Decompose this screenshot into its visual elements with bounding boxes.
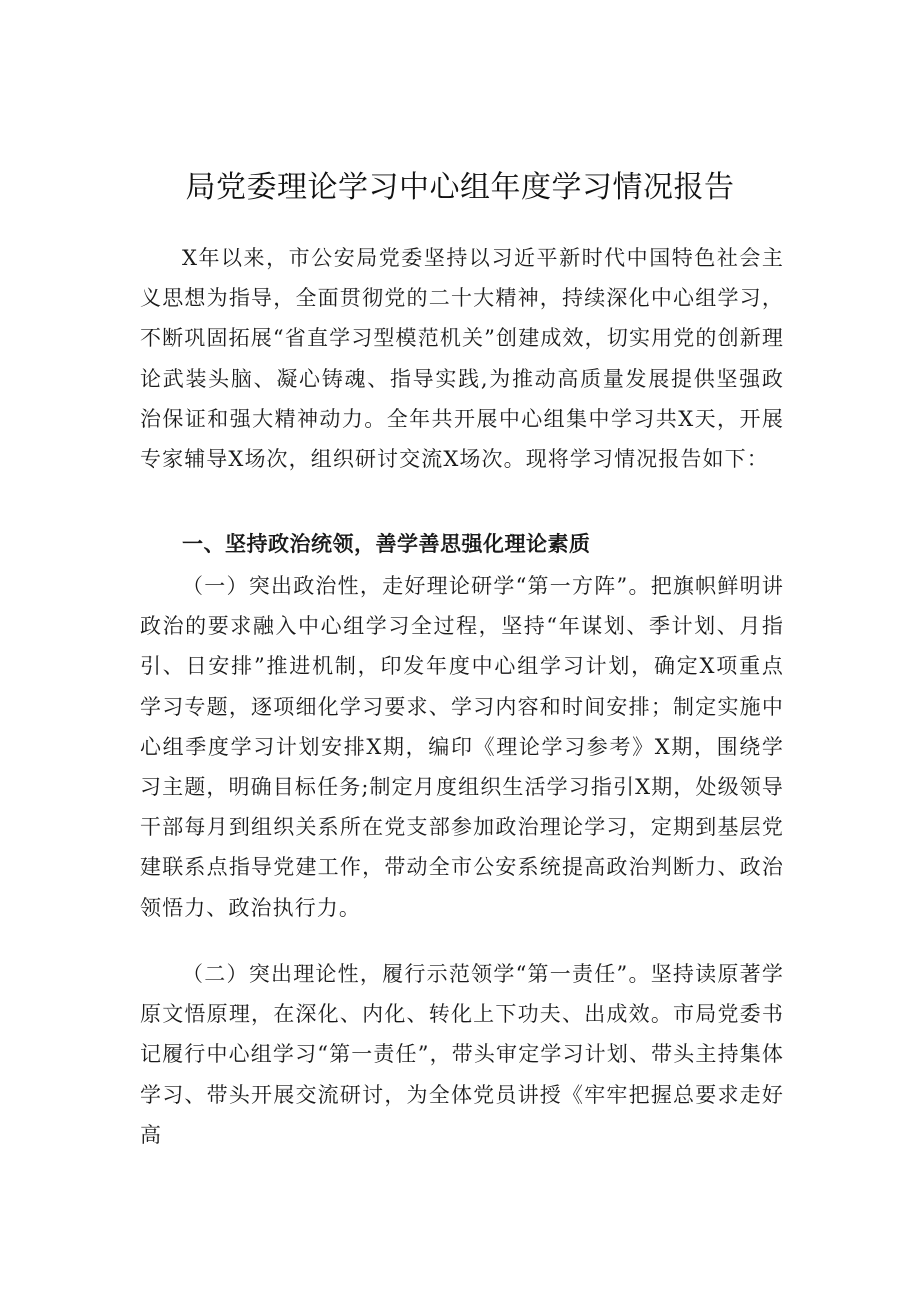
document-title: 局党委理论学习中心组年度学习情况报告 — [185, 170, 735, 205]
subsection-paragraph-2: （二）突出理论性，履行示范领学“第一责任”。坚持读原著学原文悟原理，在深化、内化、转化上下功夫、出成效。市局党委书记履行中心组学习“第一责任”，带头审定学习计划、带头主持集体学习、带头开展交流研讨，为全体党员讲授《牢牢把握总要求走好高 — [140, 962, 784, 1147]
section-heading-1: 一、坚持政治统领，善学善思强化理论素质 — [182, 532, 591, 556]
intro-paragraph: X年以来，市公安局党委坚持以习近平新时代中国特色社会主义思想为指导，全面贯彻党的二十大精神，持续深化中心组学习，不断巩固拓展“省直学习型模范机关”创建成效，切实用党的创新理论武装头脑、凝心铸魂、指导实践,为推动高质量发展提供坚强政治保证和强大精神动力。全年共开展中心组集中学习共X天，开展专家辅导X场次，组织研讨交流X场次。现将学习情况报告如下： — [140, 246, 784, 472]
subsection-paragraph-1: （一）突出政治性，走好理论研学“第一方阵”。把旗帜鲜明讲政治的要求融入中心组学习全过程，坚持“年谋划、季计划、月指引、日安排”推进机制，印发年度中心组学习计划，确定X项重点学习专题，逐项细化学习要求、学习内容和时间安排；制定实施中心组季度学习计划安排X期，编印《理论学习参考》X期，围绕学习主题，明确目标任务;制定月度组织生活学习指引X期，处级领导干部每月到组织关系所在党支部参加政治理论学习，定期到基层党建联系点指导党建工作，带动全市公安系统提高政治判断力、政治领悟力、政治执行力。 — [140, 574, 784, 920]
